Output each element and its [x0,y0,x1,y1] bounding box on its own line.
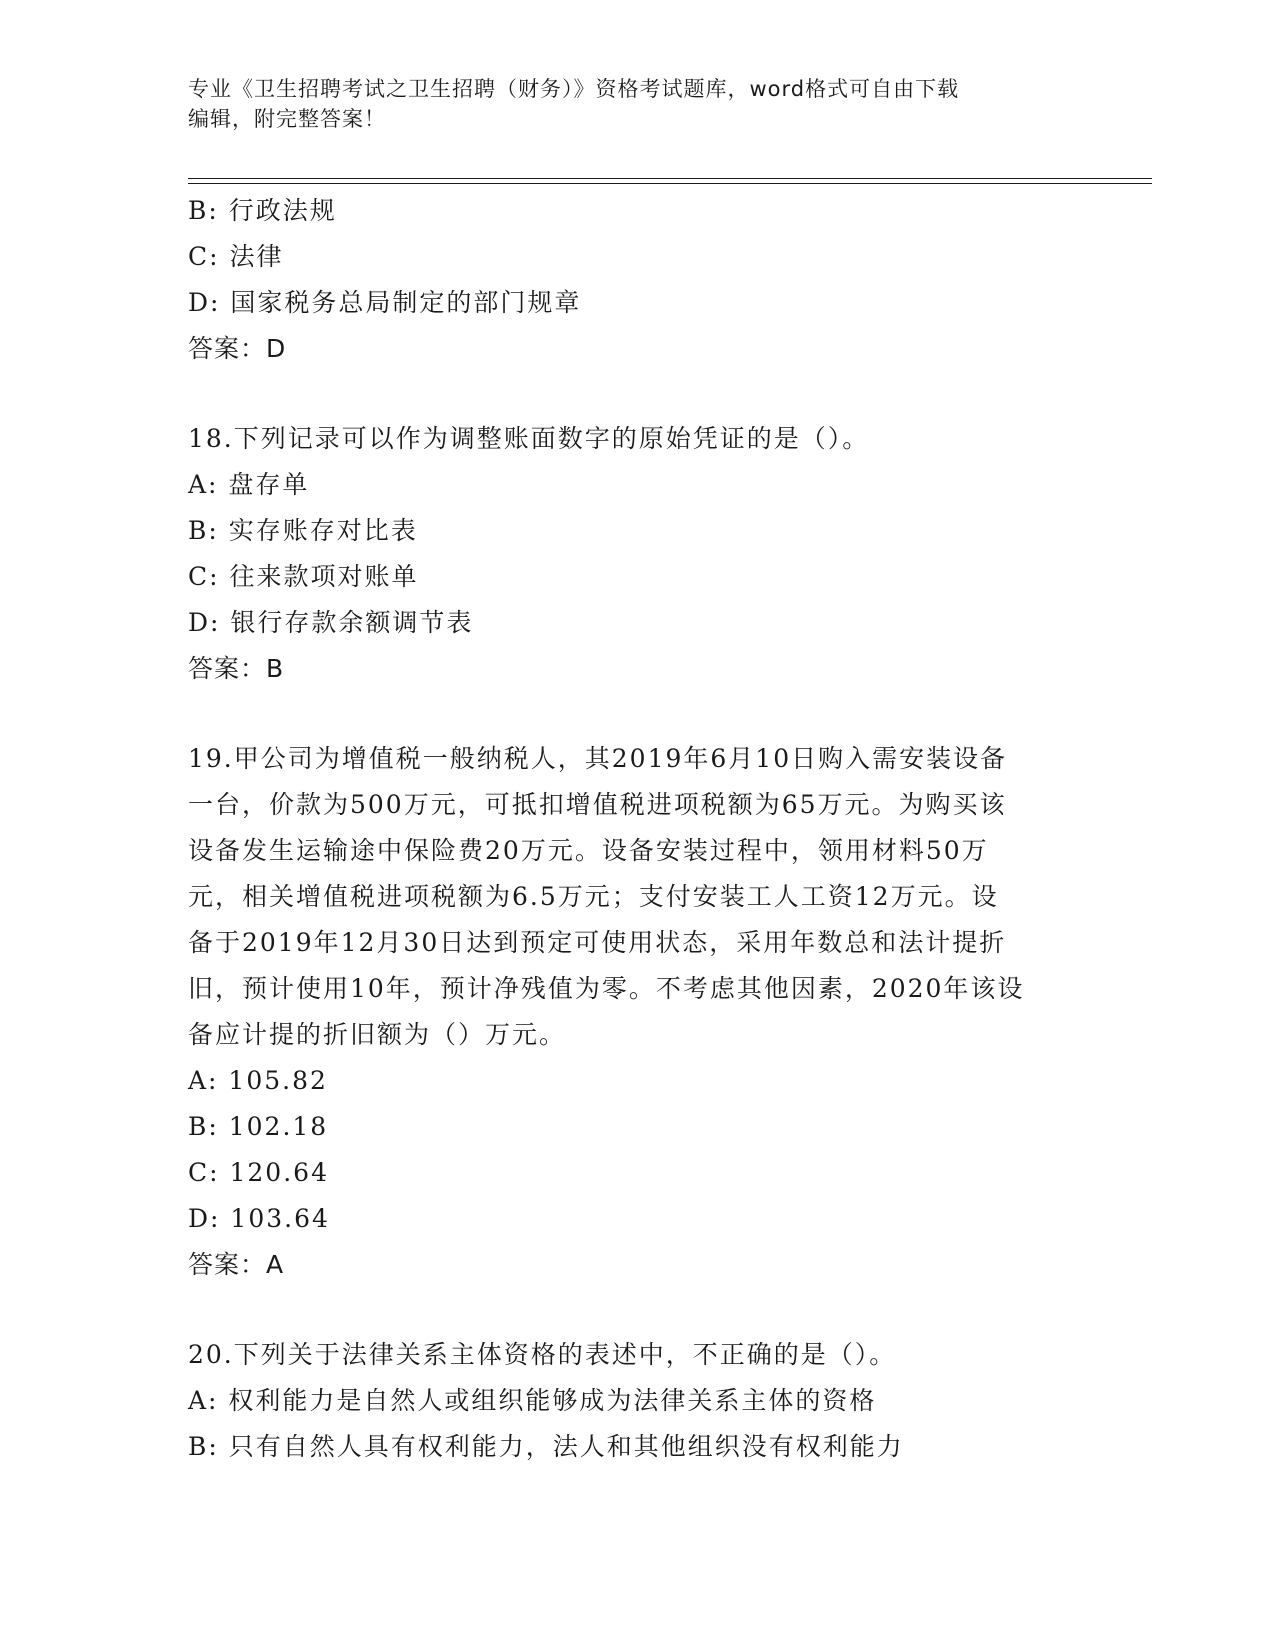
question-19 [188,736,1088,1288]
question-stem-line: 备应计提的折旧额为（）万元。 [188,1020,567,1049]
document-body [188,188,1088,1470]
question-stem: 18.下列记录可以作为调整账面数字的原始凭证的是（）。 [188,424,870,453]
question-18 [188,416,1088,692]
option-a: A: 盘存单 [188,470,310,499]
header-rule-bottom [188,183,1152,184]
option-c: C: 法律 [188,242,284,271]
spacer [188,692,1088,736]
option-d: D: 国家税务总局制定的部门规章 [188,288,582,317]
option-d: D: 银行存款余额调节表 [188,608,474,637]
header-rule-top [188,178,1152,179]
question-stem-line: 旧，预计使用10年，预计净残值为零。不考虑其他因素，2020年该设 [188,974,1025,1003]
answer: 答案：A [188,1250,285,1279]
option-d: D: 103.64 [188,1204,330,1233]
question-stem: 20.下列关于法律关系主体资格的表述中，不正确的是（）。 [188,1340,897,1369]
page-header [188,74,1088,134]
header-line-1: 专业《卫生招聘考试之卫生招聘（财务）》资格考试题库，word格式可自由下载 [188,77,960,101]
option-a: A: 权利能力是自然人或组织能够成为法律关系主体的资格 [188,1386,877,1415]
question-stem-line: 一台，价款为500万元，可抵扣增值税进项税额为65万元。为购买该 [188,790,1007,819]
question-17-tail [188,188,1088,372]
question-stem-line: 19.甲公司为增值税一般纳税人，其2019年6月10日购入需安装设备 [188,744,1008,773]
question-stem-line: 设备发生运输途中保险费20万元。设备安装过程中，领用材料50万 [188,836,989,865]
answer: 答案：D [188,334,287,363]
question-20 [188,1332,1088,1470]
question-stem-line: 备于2019年12月30日达到预定可使用状态，采用年数总和法计提折 [188,928,1007,957]
option-b: B: 实存账存对比表 [188,516,418,545]
answer: 答案：B [188,654,285,683]
option-b: B: 只有自然人具有权利能力，法人和其他组织没有权利能力 [188,1432,904,1461]
option-c: C: 往来款项对账单 [188,562,419,591]
option-b: B: 102.18 [188,1112,329,1141]
spacer [188,372,1088,416]
question-stem-line: 元，相关增值税进项税额为6.5万元；支付安装工人工资12万元。设 [188,882,999,911]
option-b: B: 行政法规 [188,196,337,225]
option-a: A: 105.82 [188,1066,328,1095]
option-c: C: 120.64 [188,1158,329,1187]
header-line-2: 编辑，附完整答案！ [188,107,386,131]
spacer [188,1288,1088,1332]
